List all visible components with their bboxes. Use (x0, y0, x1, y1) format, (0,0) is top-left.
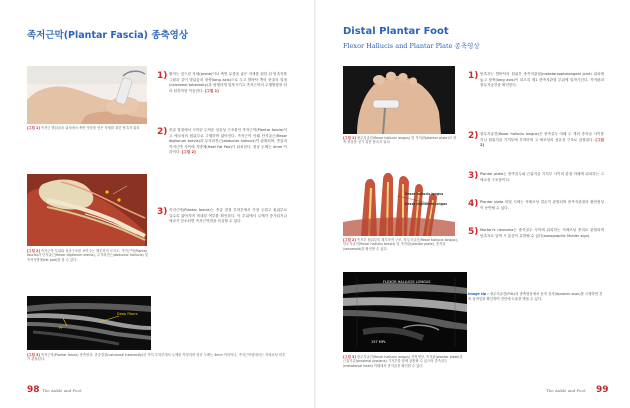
image-label-fdl: flexor digitorum longus (405, 202, 448, 206)
image-label-fhl: flexor hallucis longus (405, 192, 444, 196)
right-page-title: Distal Plantar Foot (343, 26, 449, 37)
left-paragraph-1 (157, 72, 287, 132)
right-figure-1-caption: [그림 1] 장무지굴건(flexor hallucis longus) 및 족저판(plantar plate)의 장축 영상을 얻기 위한 탐촉자 위치 (343, 136, 457, 145)
left-figure-2-caption: [그림 2] 족저근막 부위와 정상구조를 보여주는 해부학적 모식도. 족저근막(Plantar fascia)과 단지굴근(flexor digitorum brevis), 무지외전근(abductor hallucis) 및 족저지방체(fat pad)를 볼 수 있다. (27, 249, 148, 262)
paragraph-text: Plantar plate는 중족골두와 근위지골 기저부 사이의 관절 아래에 위치하는 고 에코성 구조물이다. (480, 172, 604, 182)
right-page-number: 99 (596, 385, 609, 395)
left-page (0, 0, 314, 408)
paragraph-number: 1) (468, 71, 479, 81)
paragraph-number: 3) (157, 207, 168, 217)
image-tip-note: Image tip : 장무지굴건(FHL)의 종축영상에서 동적 검사(dynamic scan)를 시행하면 건의 움직임을 확인하여 진단에 도움을 받을 수 있다. (468, 292, 603, 302)
ultrasound-label-scale: 157 MPL (371, 340, 386, 344)
ultrasound-label-deep-fibers: Deep Fibers (117, 312, 138, 316)
left-figure-3-caption: [그림 3] 족저근막(Plantar fascia) 종축영상. 종골결절(calcaneal tuberosity)의 족저 부착부에서 두께를 측정하며 정상 두께는 4mm 이하이다. 족저근막염에서는 저에코성 비후가 관찰된다. (27, 353, 286, 362)
heel-probe-photo (27, 66, 147, 124)
paragraph-text: 환자는 엎드린 자세(prone)이나 측면 무릎을 굽은 자세를 취한 뒤 탐촉자를 그림과 같이 발뒤꿈치 장축(long axis)으로 두고 발바닥 쪽의 종골의 결절(calcaneal tuberosity)과 평행하게 밀착시키고 족저근막의 주행방향을 따라 탐촉자를 이동한다. [그림 1] (169, 72, 287, 93)
left-figure-1-caption: [그림 1] 족저근 발뒤꿈치 위치에서 축면 영상을 얻은 자세를 취한 탐촉자 위치 (27, 126, 140, 130)
paragraph-number: 5) (468, 227, 479, 237)
left-book-title: The Ankle and Foot (42, 388, 82, 393)
paragraph-number: 3) (468, 171, 479, 181)
forefoot-probe-photo (343, 66, 455, 134)
left-page-title: 족저근막(Plantar Fascia) 종축영상 (27, 30, 189, 41)
right-page (316, 0, 630, 408)
paragraph-text: Morton's neuroma는 중족골두 사이에 위치하는 저에코성 종괴로 관찰되며 탐촉자로 압박 시 통증이 유발될 수 있다(sonographic Mulder sign). (480, 228, 604, 238)
left-figure-1 (27, 66, 147, 124)
paragraph-text: 장무지굴건(flexor hallucis longus)은 중족골두 아래 두 개의 종자골 사이를 지나 원위지골 기저부에 부착하며 고 에코성의 섬유성 구조로 관찰된다. [그림 2] (480, 132, 604, 148)
right-figure-1 (343, 66, 455, 134)
right-figure-2-caption: [그림 2] 족저부 원위부의 해부학적 구조. 장무지굴건(flexor hallucis longus), 단무지굴건(flexor hallucis brevis) 및 족저판(plantar plate), 종자골(sesamoid)을 확인할 수 있다. (343, 238, 458, 251)
right-paragraph-5 (468, 228, 604, 278)
right-page-subtitle: Flexor Hallucis and Plantar Plate 종축영상 (343, 42, 480, 50)
ultrasound-label-pf: PF (59, 326, 64, 330)
paragraph-text: 족저근막(Plantar fascia)는 종골 결절 부착부에서 가장 두껍고 원위부로 갈수록 얇아지며 비대칭 여부를 확인한다. 이 부위에서 두께가 증가되거나 에코가 감소되면 족저근막염을 의심할 수 있다. (169, 208, 287, 224)
paragraph-number: 1) (157, 71, 168, 81)
paragraph-number: 2) (468, 131, 479, 141)
forefoot-anatomy-illustration (343, 166, 455, 236)
ultrasound-label-fhl: FLEXOR HALLUCIS LONGUS (383, 280, 431, 284)
right-paragraph-1 (468, 72, 604, 132)
paragraph-text: 탐촉자는 발바닥의 원위부 중족지관절(metatarsophalangeal joint) 위치에 놓고 장축(long axis)이 되도록 제1 중족지관절 부위에 밀착시킨다. 족저판과 장무지굴건을 확인한다. (480, 72, 604, 88)
left-page-number: 98 (27, 385, 40, 395)
left-figure-3 (27, 296, 151, 350)
plantar-anatomy-illustration (27, 174, 147, 246)
paragraph-number: 4) (468, 199, 479, 209)
paragraph-text: Plantar plate 파열 시에는 저에코성 결손이 관찰되며 중족지관절의 불안정성이 동반될 수 있다. (480, 200, 604, 210)
right-paragraph-4 (468, 200, 604, 224)
plantar-fascia-ultrasound (27, 296, 151, 350)
paragraph-number: 2) (157, 127, 168, 137)
right-figure-3 (343, 272, 467, 352)
left-paragraph-2 (157, 128, 287, 208)
right-figure-2 (343, 166, 455, 236)
left-figure-2 (27, 174, 147, 246)
right-paragraph-3 (468, 172, 604, 196)
right-book-title: The Ankle and Foot (546, 388, 586, 393)
right-paragraph-2 (468, 132, 604, 172)
paragraph-text: 종골 결절에서 시작된 두꺼운 섬유성 구조물인 족저근막(Plantar fascia)이 고 에코성의 원위부로 주행하며 얇아진다. 족저근막 아래 단지굴근(flexor digitorum brevis)과 무지외전근(abductor hallucis)이 관찰되며, 종골과 족저근막 사이에 지방체(Heel Fat Pad)가 위치한다. 정상 두께는 4mm 이하이다. [그림 2] (169, 128, 287, 155)
fhl-ultrasound (343, 272, 467, 352)
left-paragraph-3 (157, 208, 287, 258)
right-figure-3-caption: [그림 3] 장무지굴건(flexor hallucis longus) 종축영상. 족저판(plantar plate)과 근위지골(proximal phalanx) 기저부를 함께 관찰할 수 있으며 중족골두(metatarsal head) 아래에서 종자골을 확인할 수 있다. (343, 355, 463, 368)
